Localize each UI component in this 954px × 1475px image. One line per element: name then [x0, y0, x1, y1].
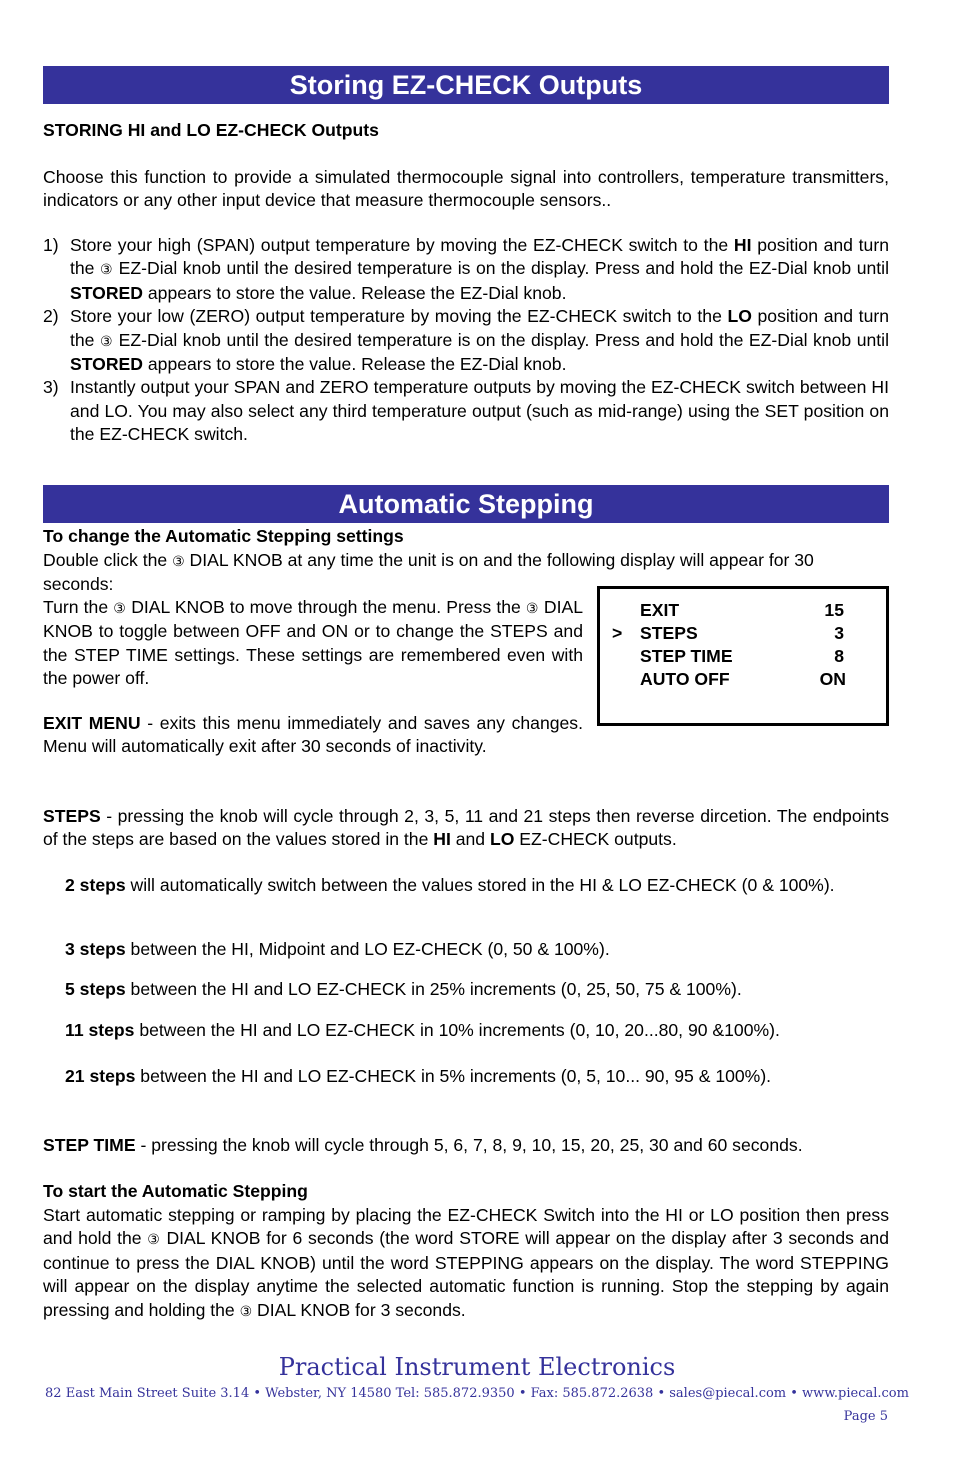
store-step-3	[43, 376, 889, 446]
display-value: ON	[819, 669, 846, 689]
step-option-label: 2 steps	[65, 875, 126, 895]
para-text: - pressing the knob will cycle through 5, 6, 7, 8, 9, 10, 15, 20, 25, 30 and 60 seconds.	[135, 1135, 803, 1155]
para-text: DIAL KNOB to move through the menu. Press the	[126, 597, 526, 617]
footer-company-name: Practical Instrument Electronics	[278, 1353, 676, 1381]
step-option-21	[65, 1065, 889, 1088]
step-time-paragraph	[43, 1134, 889, 1157]
step-option-2	[65, 874, 889, 897]
display-row-auto-off	[600, 668, 886, 691]
store-step-1	[43, 234, 889, 305]
para-text: DIAL KNOB for 6 seconds (the word STORE will appear on the display after 3 seconds and continue to press the DIAL KNOB) until the word STEPPING appears on the display. The word STEPPING will appear on the display anytime the selected automatic function is running. Stop the stepping by again pressing and holding the	[43, 1228, 889, 1320]
display-row-step-time	[600, 645, 886, 668]
circled-three-icon: ③	[239, 1302, 253, 1319]
lo-label: LO	[489, 829, 515, 850]
steps-label: STEPS	[43, 806, 101, 826]
step-text: Store your high (SPAN) output temperature by moving the EZ-CHECK switch to the	[70, 235, 734, 255]
step-bold: STORED	[70, 354, 143, 375]
lcd-menu-display	[597, 586, 889, 726]
display-row-steps	[600, 622, 886, 645]
subheading-text: STORING HI and LO EZ-CHECK Outputs	[43, 120, 379, 140]
section-title-storing: Storing EZ-CHECK Outputs	[43, 66, 889, 104]
display-value: 3	[834, 623, 844, 643]
step-text: EZ-Dial knob until the desired temperature is on the display. Press and hold the EZ-Dial knob until	[113, 329, 889, 350]
para-text: Double click the	[43, 550, 173, 570]
para-text: Start automatic stepping or ramping by placing the EZ-CHECK Switch into the HI or LO position then press and hold the	[43, 1205, 889, 1249]
step-text: appears to store the value. Release the EZ-Dial knob.	[143, 354, 567, 375]
steps-paragraph	[43, 805, 889, 852]
subheading-start-stepping	[43, 1180, 889, 1203]
page-number: Page 5	[843, 1409, 888, 1424]
subheading-text: To change the Automatic Stepping settings	[43, 526, 404, 546]
circled-three-icon: ③	[172, 553, 185, 569]
exit-menu-label: EXIT MENU	[43, 713, 141, 733]
para-text: DIAL KNOB at any time the unit is on and the following display will appear for 30 seconds:	[43, 550, 814, 595]
para-text: between the HI and LO EZ-CHECK in 25% increments (0, 25, 50, 75 & 100%).	[125, 979, 742, 999]
step-bold: HI	[733, 235, 752, 255]
subheading-change-settings	[43, 525, 889, 548]
para-text: - pressing the knob will cycle through 2, 3, 5, 11 and 21 steps then reverse dircetion. The endpoints of the steps are based on the values stored in the	[43, 806, 889, 850]
section-title-automatic-stepping: Automatic Stepping	[43, 485, 889, 523]
para-text: between the HI and LO EZ-CHECK in 10% increments (0, 10, 20...80, 90 &100%).	[134, 1020, 780, 1040]
subheading-text: To start the Automatic Stepping	[43, 1181, 308, 1201]
exit-menu-paragraph	[43, 712, 583, 759]
step-option-3	[65, 938, 889, 961]
step-text: Store your low (ZERO) output temperature by moving the EZ-CHECK switch to the	[70, 306, 728, 327]
step-text: Instantly output your SPAN and ZERO temperature outputs by moving the EZ-CHECK switch between HI and LO. You may also select any third temperature output (such as mid-range) using the SET position on the EZ-CHECK switch.	[70, 377, 889, 445]
display-label: AUTO OFF	[640, 669, 730, 689]
display-row-exit	[600, 599, 886, 622]
step-option-label: 5 steps	[65, 979, 126, 999]
para-text: will automatically switch between the values stored in the HI & LO EZ-CHECK (0 & 100%).	[125, 875, 835, 895]
footer-address: 82 East Main Street Suite 3.14 • Webster, NY 14580 Tel: 585.872.9350 • Fax: 585.872.2638 • sales@piecal.com • www.piecal.com	[45, 1386, 909, 1401]
step-option-label: 11 steps	[65, 1020, 135, 1040]
intro-paragraph: Choose this function to provide a simulated thermocouple signal into controllers, temperature transmitters, indicators or any other input device that measure thermocouple sensors..	[43, 167, 889, 211]
hi-label: HI	[433, 829, 451, 850]
para-text: EZ-CHECK outputs.	[514, 829, 677, 850]
para-text: and	[450, 829, 490, 850]
display-value: 8	[834, 646, 844, 666]
circled-three-icon: ③	[99, 332, 114, 349]
step-time-label: STEP TIME	[43, 1135, 136, 1155]
subheading-storing	[43, 119, 889, 142]
para-text: DIAL KNOB to toggle between OFF and ON or to change the STEPS and the STEP TIME settings. These settings are remembered even with the power off.	[43, 597, 583, 689]
store-step-2	[43, 305, 889, 376]
turn-knob-paragraph	[43, 596, 583, 691]
display-label: EXIT	[640, 600, 680, 620]
step-option-label: 3 steps	[65, 939, 126, 959]
display-label: STEP TIME	[640, 646, 733, 666]
start-stepping-paragraph	[43, 1204, 889, 1323]
circled-three-icon: ③	[99, 261, 114, 278]
step-text: appears to store the value. Release the EZ-Dial knob.	[143, 282, 567, 303]
step-option-label: 21 steps	[65, 1066, 136, 1086]
step-number: 1)	[43, 235, 59, 255]
para-text: DIAL KNOB for 3 seconds.	[252, 1299, 466, 1320]
menu-cursor-icon: >	[612, 623, 623, 643]
display-label: STEPS	[640, 623, 698, 643]
step-bold: STORED	[70, 282, 143, 303]
para-text: Turn the	[43, 597, 114, 617]
step-text: position and turn the	[70, 235, 889, 279]
step-option-11	[65, 1019, 889, 1042]
para-text: between the HI, Midpoint and LO EZ-CHECK (0, 50 & 100%).	[125, 939, 610, 959]
circled-three-icon: ③	[113, 600, 127, 616]
step-text: position and turn the	[70, 306, 890, 350]
step-number: 2)	[43, 306, 59, 327]
store-steps-list	[43, 234, 889, 447]
step-option-5	[65, 978, 889, 1001]
para-text: - exits this menu immediately and saves any changes. Menu will automatically exit after 30 seconds of inactivity.	[43, 713, 583, 757]
circled-three-icon: ③	[525, 600, 539, 616]
circled-three-icon: ③	[147, 1231, 161, 1248]
step-number: 3)	[43, 377, 59, 398]
step-bold: LO	[727, 306, 752, 327]
para-text: between the HI and LO EZ-CHECK in 5% increments (0, 5, 10... 90, 95 & 100%).	[135, 1066, 772, 1086]
display-value: 15	[824, 600, 844, 620]
step-text: EZ-Dial knob until the desired temperature is on the display. Press and hold the EZ-Dial knob until	[113, 258, 889, 279]
